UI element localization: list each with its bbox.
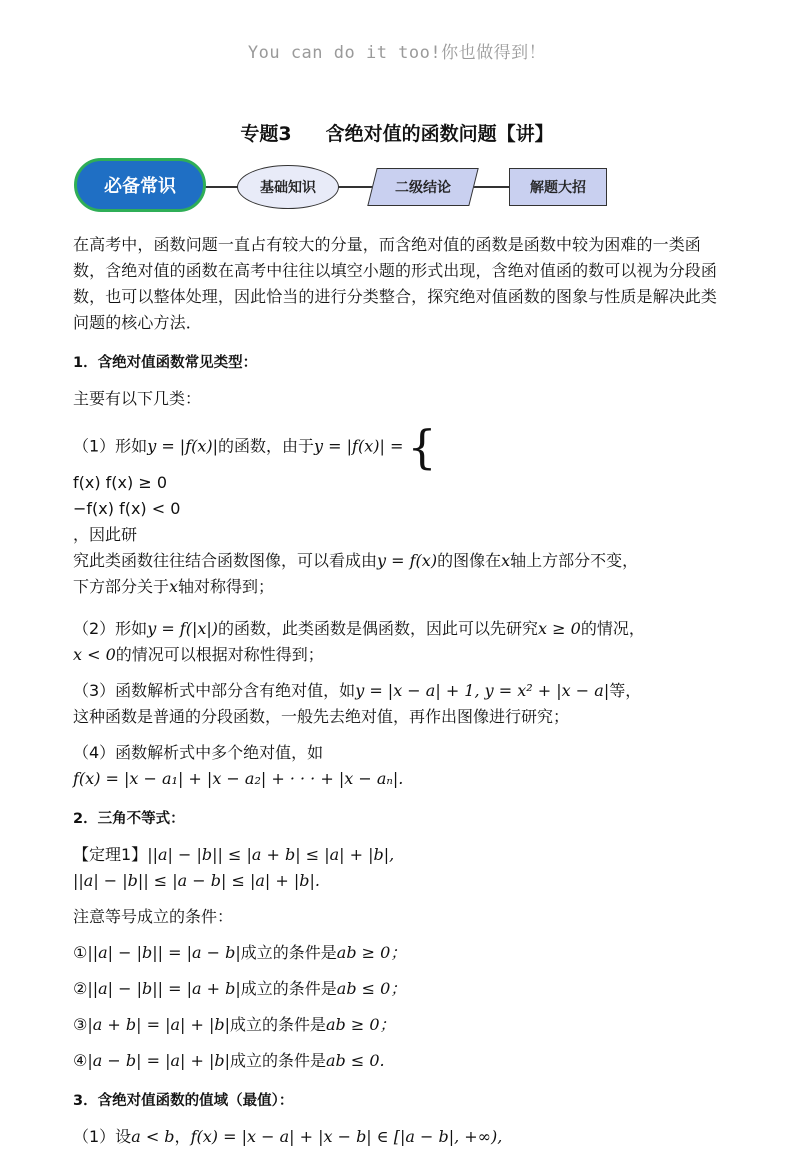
condition-result: ab ≥ 0； [336, 943, 407, 962]
range-case-1-prefix: （1）设 [73, 1127, 132, 1146]
condition-mark: ③ [73, 1015, 88, 1034]
nav-para-label: 二级结论 [395, 180, 451, 196]
case-3-prefix: （3）函数解析式中部分含有绝对值，如 [73, 681, 356, 700]
case-2-formula: y = f(|x|) [147, 619, 219, 638]
case-1-line2-formula: y = f(x) [377, 551, 438, 570]
piecewise-case-2: −f(x) f(x) < 0 [73, 499, 181, 518]
page-title [0, 119, 794, 146]
piecewise-case-1: f(x) f(x) ≥ 0 [73, 473, 168, 492]
case-1-formula: y = |f(x)| [147, 436, 219, 456]
case-1-line3-suffix: 轴对称得到； [178, 577, 275, 596]
section-3-heading: 3．含绝对值函数的值域（最值）： [73, 1093, 294, 1109]
condition-result: ab ≤ 0. [326, 1051, 385, 1070]
case-4-prefix: （4）函数解析式中多个绝对值，如 [73, 743, 324, 762]
document-body [73, 232, 723, 1150]
left-brace: { [407, 420, 437, 474]
case-2-line2-formula: x < 0 [73, 645, 116, 664]
equality-note: 注意等号成立的条件： [73, 907, 234, 926]
case-3-suffix: 等， [609, 681, 642, 700]
theorem-1 [73, 842, 723, 894]
case-1-line3-prefix: 下方部分关于 [73, 577, 170, 596]
condition-result: ab ≥ 0； [326, 1015, 396, 1034]
range-case-1 [73, 1124, 723, 1150]
nav-connector [204, 186, 240, 188]
case-1 [73, 420, 723, 474]
range-case-1-mid: ， [174, 1127, 191, 1146]
condition-text: 成立的条件是 [240, 979, 337, 998]
case-4-formula: f(x) = |x − a₁| + |x − a₂| + · · · + |x − aₙ|. [73, 769, 404, 788]
case-3-line2: 这种函数是普通的分段函数，一般先去绝对值，再作出图像进行研究； [73, 707, 570, 726]
range-case-1-formula: a < b [131, 1127, 175, 1146]
topic-name: 含绝对值的函数问题【讲】 [325, 123, 554, 145]
theorem-formula-1: ||a| − |b|| ≤ |a + b| ≤ |a| + |b|, [147, 845, 395, 864]
condition-mark: ④ [73, 1051, 88, 1070]
condition-item [73, 976, 723, 1002]
condition-mark: ① [73, 943, 88, 962]
condition-item [73, 1048, 723, 1074]
nav-connector [337, 186, 375, 188]
section-2-heading: 2．三角不等式： [73, 811, 185, 827]
section-nav [74, 158, 634, 216]
case-2-suffix: 的情况， [580, 619, 645, 638]
case-3 [73, 678, 723, 730]
case-2 [73, 616, 723, 668]
condition-item [73, 940, 723, 966]
case-2-prefix: （2）形如 [73, 619, 148, 638]
nav-connector [472, 186, 512, 188]
case-1-suffix: ，因此研 [73, 525, 138, 544]
intro-paragraph: 在高考中，函数问题一直占有较大的分量，而含绝对值的函数是函数中较为困难的一类函数，含绝对值的函数在高考中往往以填空小题的形式出现，含绝对值函的数可以视为分段函数，也可以整体处理，因此恰当的进行分类整合，探究绝对值函数的图象与性质是解决此类问题的核心方法． [73, 235, 718, 332]
condition-text: 成立的条件是 [229, 1051, 326, 1070]
condition-result: ab ≤ 0； [336, 979, 407, 998]
case-1-line3-x: x [169, 577, 179, 596]
case-1-prefix: （1）形如 [73, 436, 148, 456]
condition-mark: ② [73, 979, 88, 998]
condition-formula: |a − b| = |a| + |b| [87, 1051, 230, 1070]
theorem-label: 【定理1】 [73, 845, 148, 864]
case-1-formula-2: y = |f(x)| = [314, 436, 404, 456]
case-1-line2-prefix: 究此类函数往往结合函数图像，可以看成由 [73, 551, 378, 570]
condition-formula: |a + b| = |a| + |b| [87, 1015, 230, 1034]
case-3-formula: y = |x − a| + 1, y = x² + |x − a| [355, 681, 610, 700]
section-1-heading: 1．含绝对值函数常见类型： [73, 355, 258, 371]
condition-item [73, 1012, 723, 1038]
nav-pill-essentials: 必备常识 [74, 158, 206, 212]
range-case-1-formula-2: f(x) = |x − a| + |x − b| ∈ [|a − b|, +∞), [190, 1127, 503, 1146]
case-1-mid: 的函数，由于 [218, 436, 315, 456]
page-header: You can do it too!你也做得到！ [247, 43, 547, 63]
section-1-lead: 主要有以下几类： [73, 389, 202, 408]
case-2-mid: 的函数，此类函数是偶函数，因此可以先研究 [218, 619, 539, 638]
case-1-line2-suffix: 轴上方部分不变， [510, 551, 639, 570]
theorem-formula-2: ||a| − |b|| ≤ |a − b| ≤ |a| + |b|. [73, 871, 321, 890]
condition-text: 成立的条件是 [240, 943, 337, 962]
case-1-line2-mid: 的图像在 [437, 551, 502, 570]
piecewise [407, 420, 437, 474]
condition-formula: ||a| − |b|| = |a + b| [87, 979, 241, 998]
case-2-formula-2: x ≥ 0 [538, 619, 581, 638]
case-1-line2-x: x [501, 551, 511, 570]
nav-oval-basics: 基础知识 [237, 165, 339, 209]
topic-number: 专题3 [240, 123, 292, 145]
case-2-line2-suffix: 的情况可以根据对称性得到； [115, 645, 324, 664]
nav-rect-tricks: 解题大招 [509, 168, 607, 206]
nav-para-conclusions [367, 168, 478, 206]
condition-text: 成立的条件是 [229, 1015, 326, 1034]
condition-formula: ||a| − |b|| = |a − b| [87, 943, 241, 962]
case-4 [73, 740, 723, 792]
